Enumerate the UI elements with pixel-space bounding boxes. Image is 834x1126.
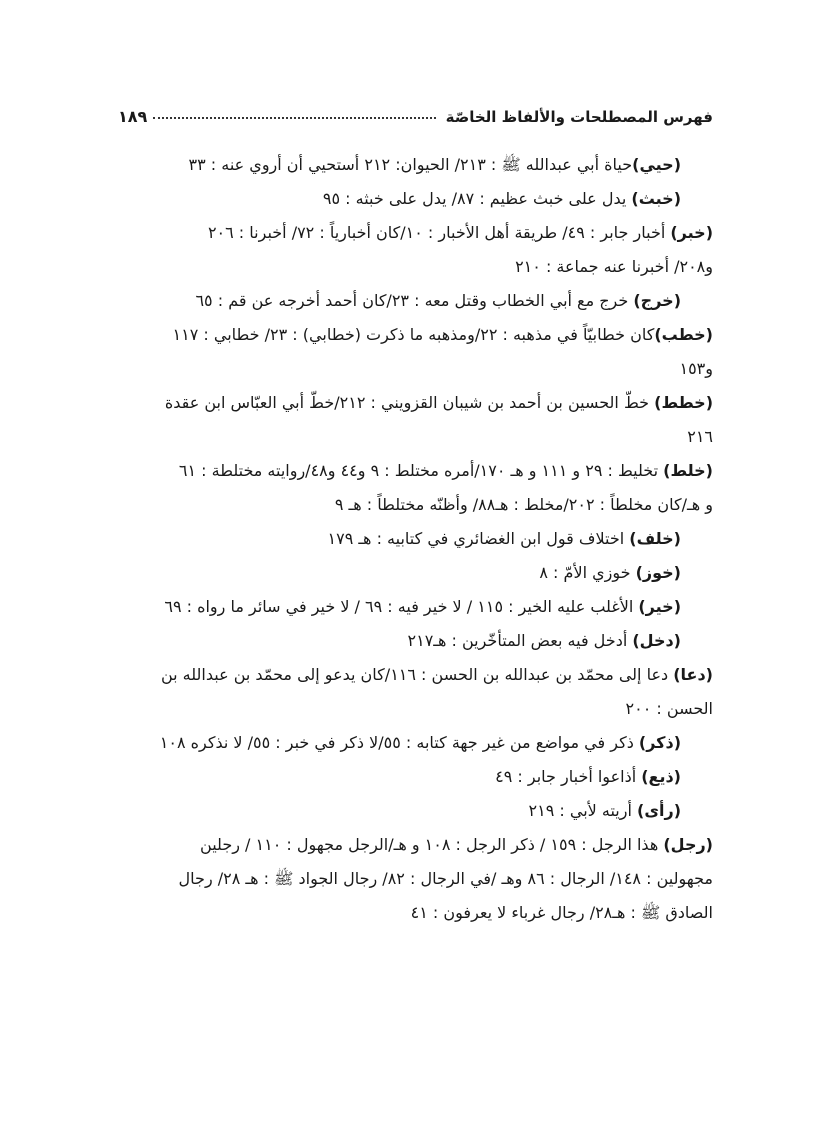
entry-text: الصادق ﷺ : هـ٢٨/ رجال غرباء لا يعرفون : ٤١ — [410, 903, 713, 922]
entry-term: (خطب) — [654, 325, 713, 344]
index-entry-continuation — [128, 692, 713, 726]
entry-term: (رأى) — [637, 801, 681, 820]
entry-text: خوزي الأمّ : ٨ — [539, 563, 636, 582]
entry-text: خطّ الحسين بن أحمد بن شيبان القزويني : ٢١٢/خطّ أبي العبّاس ابن عقدة — [164, 393, 655, 412]
entry-text: ٢١٦ — [687, 427, 713, 446]
index-entry-continuation — [128, 352, 713, 386]
page-number: ١٨٩ — [118, 107, 148, 126]
entry-text: أذاعوا أخبار جابر : ٤٩ — [495, 767, 642, 786]
entry-text: الأغلب عليه الخير : ١١٥ / لا خير فيه : ٦٩ / لا خير في سائر ما رواه : ٦٩ — [164, 597, 639, 616]
index-entry — [128, 284, 713, 318]
header-leader-dots — [153, 116, 435, 119]
running-header — [118, 96, 713, 127]
entry-text: مجهولين : ١٤٨/ الرجال : ٨٦ وهـ /في الرجال : ٨٢/ رجال الجواد ﷺ : هـ ٢٨/ رجال — [178, 869, 713, 888]
index-entry — [128, 828, 713, 862]
entry-term: (خلط) — [663, 461, 713, 480]
entry-term: (خبث) — [631, 189, 681, 208]
entry-text: يدل على خبث عظيم : ٨٧/ يدل على خبثه : ٩٥ — [322, 189, 632, 208]
index-entry — [128, 658, 713, 692]
entry-term: (خرج) — [633, 291, 681, 310]
index-entry — [128, 182, 713, 216]
index-entry — [128, 148, 713, 182]
entry-text: هذا الرجل : ١٥٩ / ذكر الرجل : ١٠٨ و هـ/الرجل مجهول : ١١٠ / رجلين — [200, 835, 664, 854]
entry-term: (خطط) — [654, 393, 713, 412]
entry-term: (خير) — [638, 597, 681, 616]
index-entry — [128, 454, 713, 488]
entry-text: كان خطابيّاً في مذهبه : ٢٢/ومذهبه ما ذكرت (خطابي) : ٢٣/ خطابي : ١١٧ — [172, 325, 655, 344]
index-entry — [128, 556, 713, 590]
index-entry-continuation — [128, 896, 713, 930]
entry-text: و٢٠٨/ أخبرنا عنه جماعة : ٢١٠ — [515, 257, 713, 276]
index-entry-continuation — [128, 250, 713, 284]
index-entry — [128, 624, 713, 658]
entry-text: حياة أبي عبدالله ﷺ : ٢١٣/ الحيوان: ٢١٢ أستحيي أن أروي عنه : ٣٣ — [188, 155, 633, 174]
index-entries — [128, 148, 713, 930]
entry-term: (خلف) — [629, 529, 681, 548]
entry-text: ذكر في مواضع من غير جهة كتابه : ٥٥/لا ذكر في خبر : ٥٥/ لا نذكره ١٠٨ — [159, 733, 639, 752]
index-entry — [128, 216, 713, 250]
entry-term: (حيي) — [632, 155, 681, 174]
entry-term: (دعا) — [673, 665, 713, 684]
entry-text: أخبار جابر : ٤٩/ طريقة أهل الأخبار : ١٠/كان أخبارياً : ٧٢/ أخبرنا : ٢٠٦ — [207, 223, 671, 242]
index-entry — [128, 726, 713, 760]
entry-text: دعا إلى محمّد بن عبدالله بن الحسن : ١١٦/كان يدعو إلى محمّد بن عبدالله بن — [160, 665, 674, 684]
entry-term: (ذكر) — [638, 733, 681, 752]
entry-term: (خوز) — [635, 563, 681, 582]
entry-text: خرج مع أبي الخطاب وقتل معه : ٢٣/كان أحمد أخرجه عن قم : ٦٥ — [195, 291, 634, 310]
index-entry-continuation — [128, 420, 713, 454]
entry-term: (رجل) — [663, 835, 713, 854]
index-entry — [128, 590, 713, 624]
index-entry-continuation — [128, 488, 713, 522]
entry-text: الحسن : ٢٠٠ — [625, 699, 713, 718]
entry-text: أدخل فيه بعض المتأخّرين : هـ٢١٧ — [407, 631, 633, 650]
entry-term: (ذيع) — [641, 767, 681, 786]
index-entry — [128, 318, 713, 352]
entry-text: و١٥٣ — [679, 359, 713, 378]
entry-text: أريته لأبي : ٢١٩ — [528, 801, 638, 820]
index-entry — [128, 794, 713, 828]
entry-text: اختلاف قول ابن الغضائري في كتابيه : هـ ١٧٩ — [327, 529, 630, 548]
index-entry — [128, 386, 713, 420]
entry-text: و هـ/كان مخلطاً : ٢٠٢/مخلط : هـ٨٨/ وأظنّه مختلطاً : هـ ٩ — [334, 495, 713, 514]
index-entry-continuation — [128, 862, 713, 896]
header-title: فهرس المصطلحات والألفاظ الخاصّة — [445, 108, 713, 126]
index-entry — [128, 522, 713, 556]
entry-text: تخليط : ٢٩ و ١١١ و هـ ١٧٠/أمره مختلط : ٩ و٤٤ و٤٨/روايته مختلطة : ٦١ — [178, 461, 664, 480]
index-entry — [128, 760, 713, 794]
entry-term: (خبر) — [670, 223, 713, 242]
entry-term: (دخل) — [632, 631, 681, 650]
